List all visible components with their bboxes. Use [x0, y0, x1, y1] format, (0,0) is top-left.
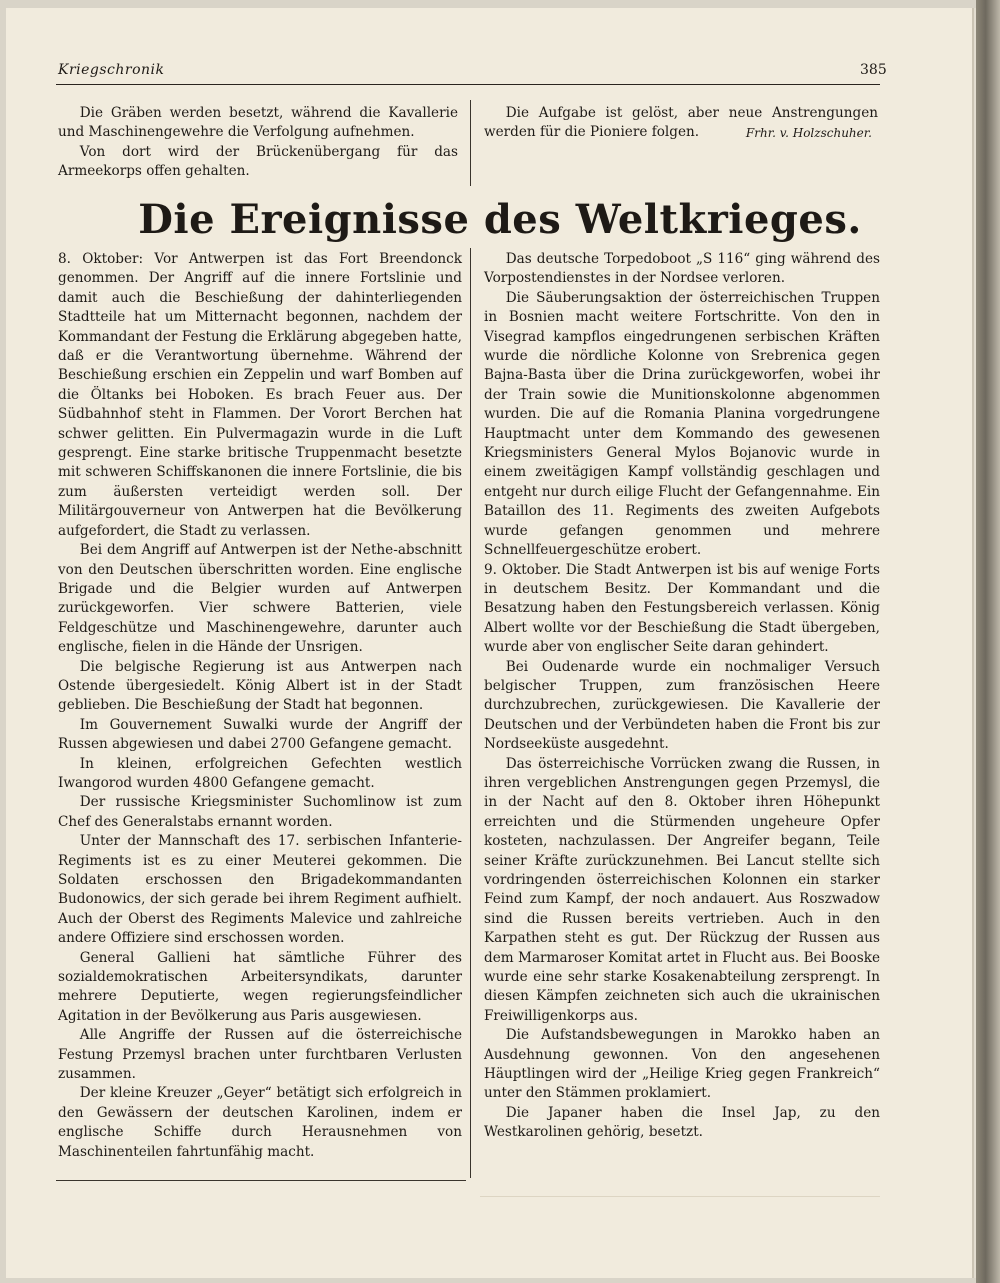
paragraph: Im Gouvernement Suwalki wurde der Angriff der Russen abgewiesen und dabei 2700 Gefangene gemacht. — [58, 716, 462, 753]
paragraph: Die Japaner haben die Insel Jap, zu den Westkarolinen gehörig, besetzt. — [484, 1104, 880, 1141]
column-end-rule — [56, 1180, 466, 1181]
paragraph: Die Aufgabe ist gelöst, aber neue Anstrengungen werden für die Pioniere folgen. — [484, 105, 878, 141]
paragraph: 9. Oktober. Die Stadt Antwerpen ist bis auf wenige Forts in deutschem Besitz. Der Kommandant und die Besatzung haben den Festungsbereich verlassen. König Albert wollte vor der Beschießung die Stadt übergeben, wurde aber von englischer Seite daran gehindert. — [484, 561, 880, 656]
page-number: 385 — [860, 62, 887, 78]
column-separator — [470, 100, 471, 186]
paragraph: Unter der Mannschaft des 17. serbischen Infanterie-Regiments ist es zu einer Meuterei gekommen. Die Soldaten erschossen den Brigadekommandanten Budonowics, der sich gerade bei ihrem Regiment aufhielt. Auch der Oberst des Regiments Malevice und zahlreiche andere Offiziere sind erschossen worden. — [58, 833, 462, 947]
paragraph: In kleinen, erfolgreichen Gefechten westlich Iwangorod wurden 4800 Gefangene gemacht. — [58, 755, 462, 791]
paragraph: Das österreichische Vorrücken zwang die Russen, in ihren vergeblichen Anstrengungen gegen Przemysl, die in der Nacht auf den 8. Oktober ihren Höhepunkt erreichten und die Stürmenden ungeheure Opfer kosteten, nachzulassen. Der Angreifer begann, Teile seiner Kräfte zurückzunehmen. Bei Lancut stellte sich vordringenden österreichischen Kolonnen ein starker Feind zum Kampf, der noch andauert. Aus Roszwadow sind die Russen bereits vertrieben. Auch in den Karpathen steht es gut. Der Rückzug der Russen aus dem Marmaroser Komitat artet in Flucht aus. Bei Booske wurde eine sehr starke Kosakenabteilung zersprengt. In diesen Kämpfen zeichneten sich auch die ukrainischen Freiwilligenkorps aus. — [484, 755, 880, 1024]
paragraph: Das deutsche Torpedoboot „S 116“ ging während des Vorpostendienstes in der Nordsee verloren. — [484, 251, 880, 287]
paragraph: Der russische Kriegsminister Suchomlinow ist zum Chef des Generalstabs ernannt worden. — [58, 794, 462, 830]
paragraph: Bei Oudenarde wurde ein nochmaliger Versuch belgischer Truppen, zum französischen Heere durchzubrechen, zurückgewiesen. Die Kavallerie der Deutschen und der Verbündeten haben die Front bis zur Nordseeküste ausgedehnt. — [484, 658, 880, 753]
paragraph: Von dort wird der Brückenübergang für das Armeekorps offen gehalten. — [58, 143, 458, 180]
paragraph: Die Säuberungsaktion der österreichischen Truppen in Bosnien macht weitere Fortschritte. Von den in Visegrad kampflos eingedrungenen serbischen Kräften wurde die nördliche Kolonne von Srebrenica gegen Bajna-Basta über die Drina zurückgeworfen, wobei ihr der Train sowie die Munitionskolonne abgenommen wurden. Die auf die Romania Planina vorgedrungene Hauptmacht unter dem Kommando des gewesenen Kriegsministers General Mylos Bojanovic wurde in einem zweitägigen Kampf vollständig geschlagen und entgeht nur durch eilige Flucht der Gefangennahme. Ein Bataillon des 11. Regiments des zweiten Aufgebots wurde gefangen genommen und mehrere Schnellfeuergeschütze erobert. — [484, 289, 880, 559]
right-column — [484, 250, 880, 1143]
paragraph: General Gallieni hat sämtliche Führer des sozialdemokratischen Arbeitersyndikats, darunter mehrere Deputierte, wegen regierungsfeindlicher Agitation in der Bevölkerung aus Paris ausgewiesen. — [58, 949, 462, 1024]
paragraph: Die Gräben werden besetzt, während die Kavallerie und Maschinengewehre die Verfolgung aufnehmen. — [58, 105, 458, 141]
left-column — [58, 250, 462, 1162]
running-header-title: Kriegschronik — [58, 62, 165, 78]
top-left-column — [58, 104, 458, 182]
page-edge — [976, 0, 1000, 1283]
header-rule — [56, 84, 880, 85]
paragraph: Bei dem Angriff auf Antwerpen ist der Nethe-abschnitt von den Deutschen überschritten worden. Eine englische Brigade und die Belgier wurden auf Antwerpen zurückgeworfen. Vier schwere Batterien, viele Feldgeschütze und Maschinengewehre, darunter auch englische, fielen in die Hände der Unsrigen. — [58, 542, 462, 656]
paragraph: Die Aufstandsbewegungen in Marokko haben an Ausdehnung gewonnen. Von den angesehenen Häuptlingen wird der „Heilige Krieg gegen Frankreich“ unter den Stämmen proklamiert. — [484, 1027, 880, 1102]
paragraph: Der kleine Kreuzer „Geyer“ betätigt sich erfolgreich in den Gewässern der deutschen Karolinen, indem er englische Schiffe durch Herausnehmen von Maschinenteilen fahrtunfähig macht. — [58, 1085, 462, 1160]
article-headline: Die Ereignisse des Weltkrieges. — [138, 196, 862, 243]
show-through-line — [480, 1196, 880, 1197]
top-right-column — [484, 104, 878, 143]
column-separator — [470, 248, 471, 1178]
paragraph: Alle Angriffe der Russen auf die österreichische Festung Przemysl brachen unter furchtbaren Verlusten zusammen. — [58, 1027, 462, 1083]
paragraph: Die belgische Regierung ist aus Antwerpen nach Ostende übergesiedelt. König Albert ist in der Stadt geblieben. Die Beschießung der Stadt hat begonnen. — [58, 658, 462, 714]
paragraph: 8. Oktober: Vor Antwerpen ist das Fort Breendonck genommen. Der Angriff auf die innere Fortslinie und damit auch die Beschießung der dahinterliegenden Stadtteile hat um Mitternacht begonnen, nachdem der Kommandant der Festung die Erklärung abgegeben hatte, daß er die Verantwortung übernehme. Während der Beschießung erschien ein Zeppelin und warf Bomben auf die Öltanks bei Hoboken. Es brach Feuer aus. Der Südbahnhof steht in Flammen. Der Vorort Berchen hat schwer gelitten. Ein Pulvermagazin wurde in die Luft gesprengt. Eine starke britische Truppenmacht besetzte mit schweren Schiffskanonen die innere Fortslinie, die bis zum äußersten verteidigt werden soll. Der Militärgouverneur von Antwerpen hat die Bevölkerung aufgefordert, die Stadt zu verlassen. — [58, 251, 462, 539]
author-signature: Frhr. v. Holzschuher. — [745, 125, 872, 140]
